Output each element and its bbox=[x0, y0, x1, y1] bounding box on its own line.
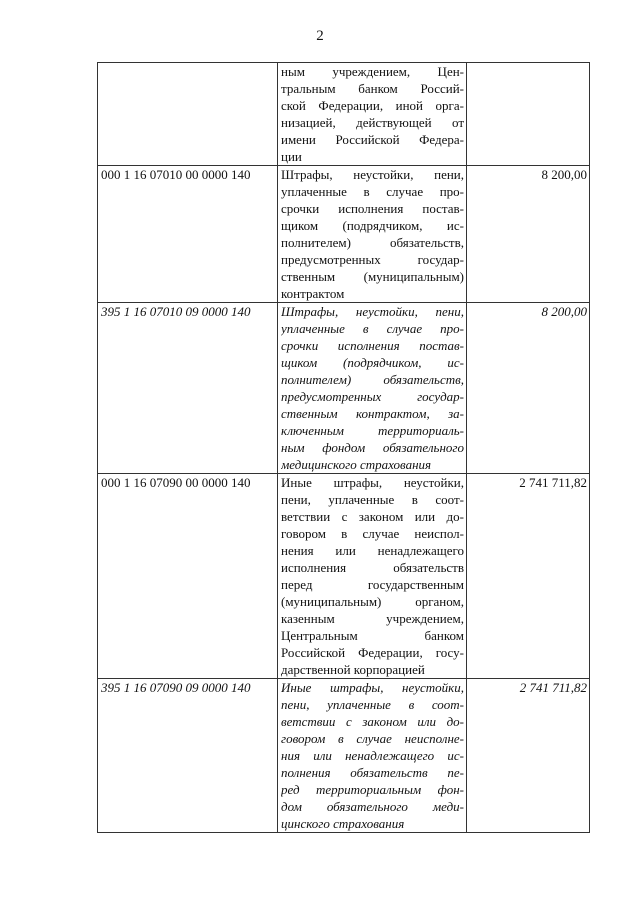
description-line: перед государственным bbox=[281, 577, 464, 592]
budget-classification-code: 000 1 16 07010 00 0000 140 bbox=[98, 166, 278, 303]
description-line: полнения обязательств пе- bbox=[281, 765, 464, 780]
revenue-description bbox=[278, 474, 467, 679]
description-line: предусмотренных государ- bbox=[281, 389, 464, 404]
amount-value bbox=[467, 63, 590, 166]
description-line: Иные штрафы, неустойки, bbox=[281, 680, 464, 695]
description-line: низацией, действующей от bbox=[281, 115, 464, 130]
description-line: уплаченные в случае про- bbox=[281, 321, 464, 336]
amount-value: 8 200,00 bbox=[467, 303, 590, 474]
revenue-description bbox=[278, 166, 467, 303]
description-line: ред территориальным фон- bbox=[281, 782, 464, 797]
table-row bbox=[98, 63, 590, 166]
amount-value: 2 741 711,82 bbox=[467, 679, 590, 833]
table-row bbox=[98, 303, 590, 474]
description-line: ключенным территориаль- bbox=[281, 423, 464, 438]
revenue-description bbox=[278, 303, 467, 474]
page-number: 2 bbox=[316, 28, 324, 44]
budget-classification-code: 000 1 16 07090 00 0000 140 bbox=[98, 474, 278, 679]
budget-classification-code: 395 1 16 07090 09 0000 140 bbox=[98, 679, 278, 833]
table-row bbox=[98, 679, 590, 833]
description-line: Штрафы, неустойки, пени, bbox=[281, 167, 464, 182]
description-line: ния или ненадлежащего ис- bbox=[281, 748, 464, 763]
revenue-description bbox=[278, 679, 467, 833]
description-line: говором в случае неиспол- bbox=[281, 526, 464, 541]
description-line: ветствии с законом или до- bbox=[281, 509, 464, 524]
table-row bbox=[98, 166, 590, 303]
budget-classification-code bbox=[98, 63, 278, 166]
description-line: срочки исполнения постав- bbox=[281, 201, 464, 216]
description-line: ской Федерации, иной орга- bbox=[281, 98, 464, 113]
table-body bbox=[98, 63, 590, 833]
description-line: уплаченные в случае про- bbox=[281, 184, 464, 199]
description-line: ции bbox=[281, 149, 302, 164]
description-line: щиком (подрядчиком, ис- bbox=[281, 355, 464, 370]
description-line: срочки исполнения постав- bbox=[281, 338, 464, 353]
description-line: Штрафы, неустойки, пени, bbox=[281, 304, 464, 319]
description-line: тральным банком Россий- bbox=[281, 81, 464, 96]
description-line: ным фондом обязательного bbox=[281, 440, 464, 455]
amount-value: 8 200,00 bbox=[467, 166, 590, 303]
description-line: (муниципальным) органом, bbox=[281, 594, 464, 609]
description-line: нения или ненадлежащего bbox=[281, 543, 464, 558]
description-line: щиком (подрядчиком, ис- bbox=[281, 218, 464, 233]
description-line: имени Российской Федера- bbox=[281, 132, 464, 147]
description-line: дом обязательного меди- bbox=[281, 799, 464, 814]
budget-revenue-table bbox=[97, 62, 590, 833]
revenue-description bbox=[278, 63, 467, 166]
description-line: Иные штрафы, неустойки, bbox=[281, 475, 464, 490]
description-line: исполнения обязательств bbox=[281, 560, 464, 575]
description-line: дарственной корпорацией bbox=[281, 662, 425, 677]
description-line: полнителем) обязательств, bbox=[281, 372, 464, 387]
description-line: контрактом bbox=[281, 286, 345, 301]
description-line: цинского страхования bbox=[281, 816, 405, 831]
description-line: пени, уплаченные в соот- bbox=[281, 492, 464, 507]
description-line: ственным контрактом, за- bbox=[281, 406, 464, 421]
description-line: пени, уплаченные в соот- bbox=[281, 697, 464, 712]
description-line: ветствии с законом или до- bbox=[281, 714, 464, 729]
description-line: ственным (муниципальным) bbox=[281, 269, 464, 284]
description-line: Центральным банком bbox=[281, 628, 464, 643]
description-line: говором в случае неисполне- bbox=[281, 731, 464, 746]
description-line: полнителем) обязательств, bbox=[281, 235, 464, 250]
table-row bbox=[98, 474, 590, 679]
budget-classification-code: 395 1 16 07010 09 0000 140 bbox=[98, 303, 278, 474]
amount-value: 2 741 711,82 bbox=[467, 474, 590, 679]
description-line: ным учреждением, Цен- bbox=[281, 64, 464, 79]
description-line: предусмотренных государ- bbox=[281, 252, 464, 267]
description-line: медицинского страхования bbox=[281, 457, 432, 472]
description-line: Российской Федерации, госу- bbox=[281, 645, 464, 660]
description-line: казенным учреждением, bbox=[281, 611, 464, 626]
